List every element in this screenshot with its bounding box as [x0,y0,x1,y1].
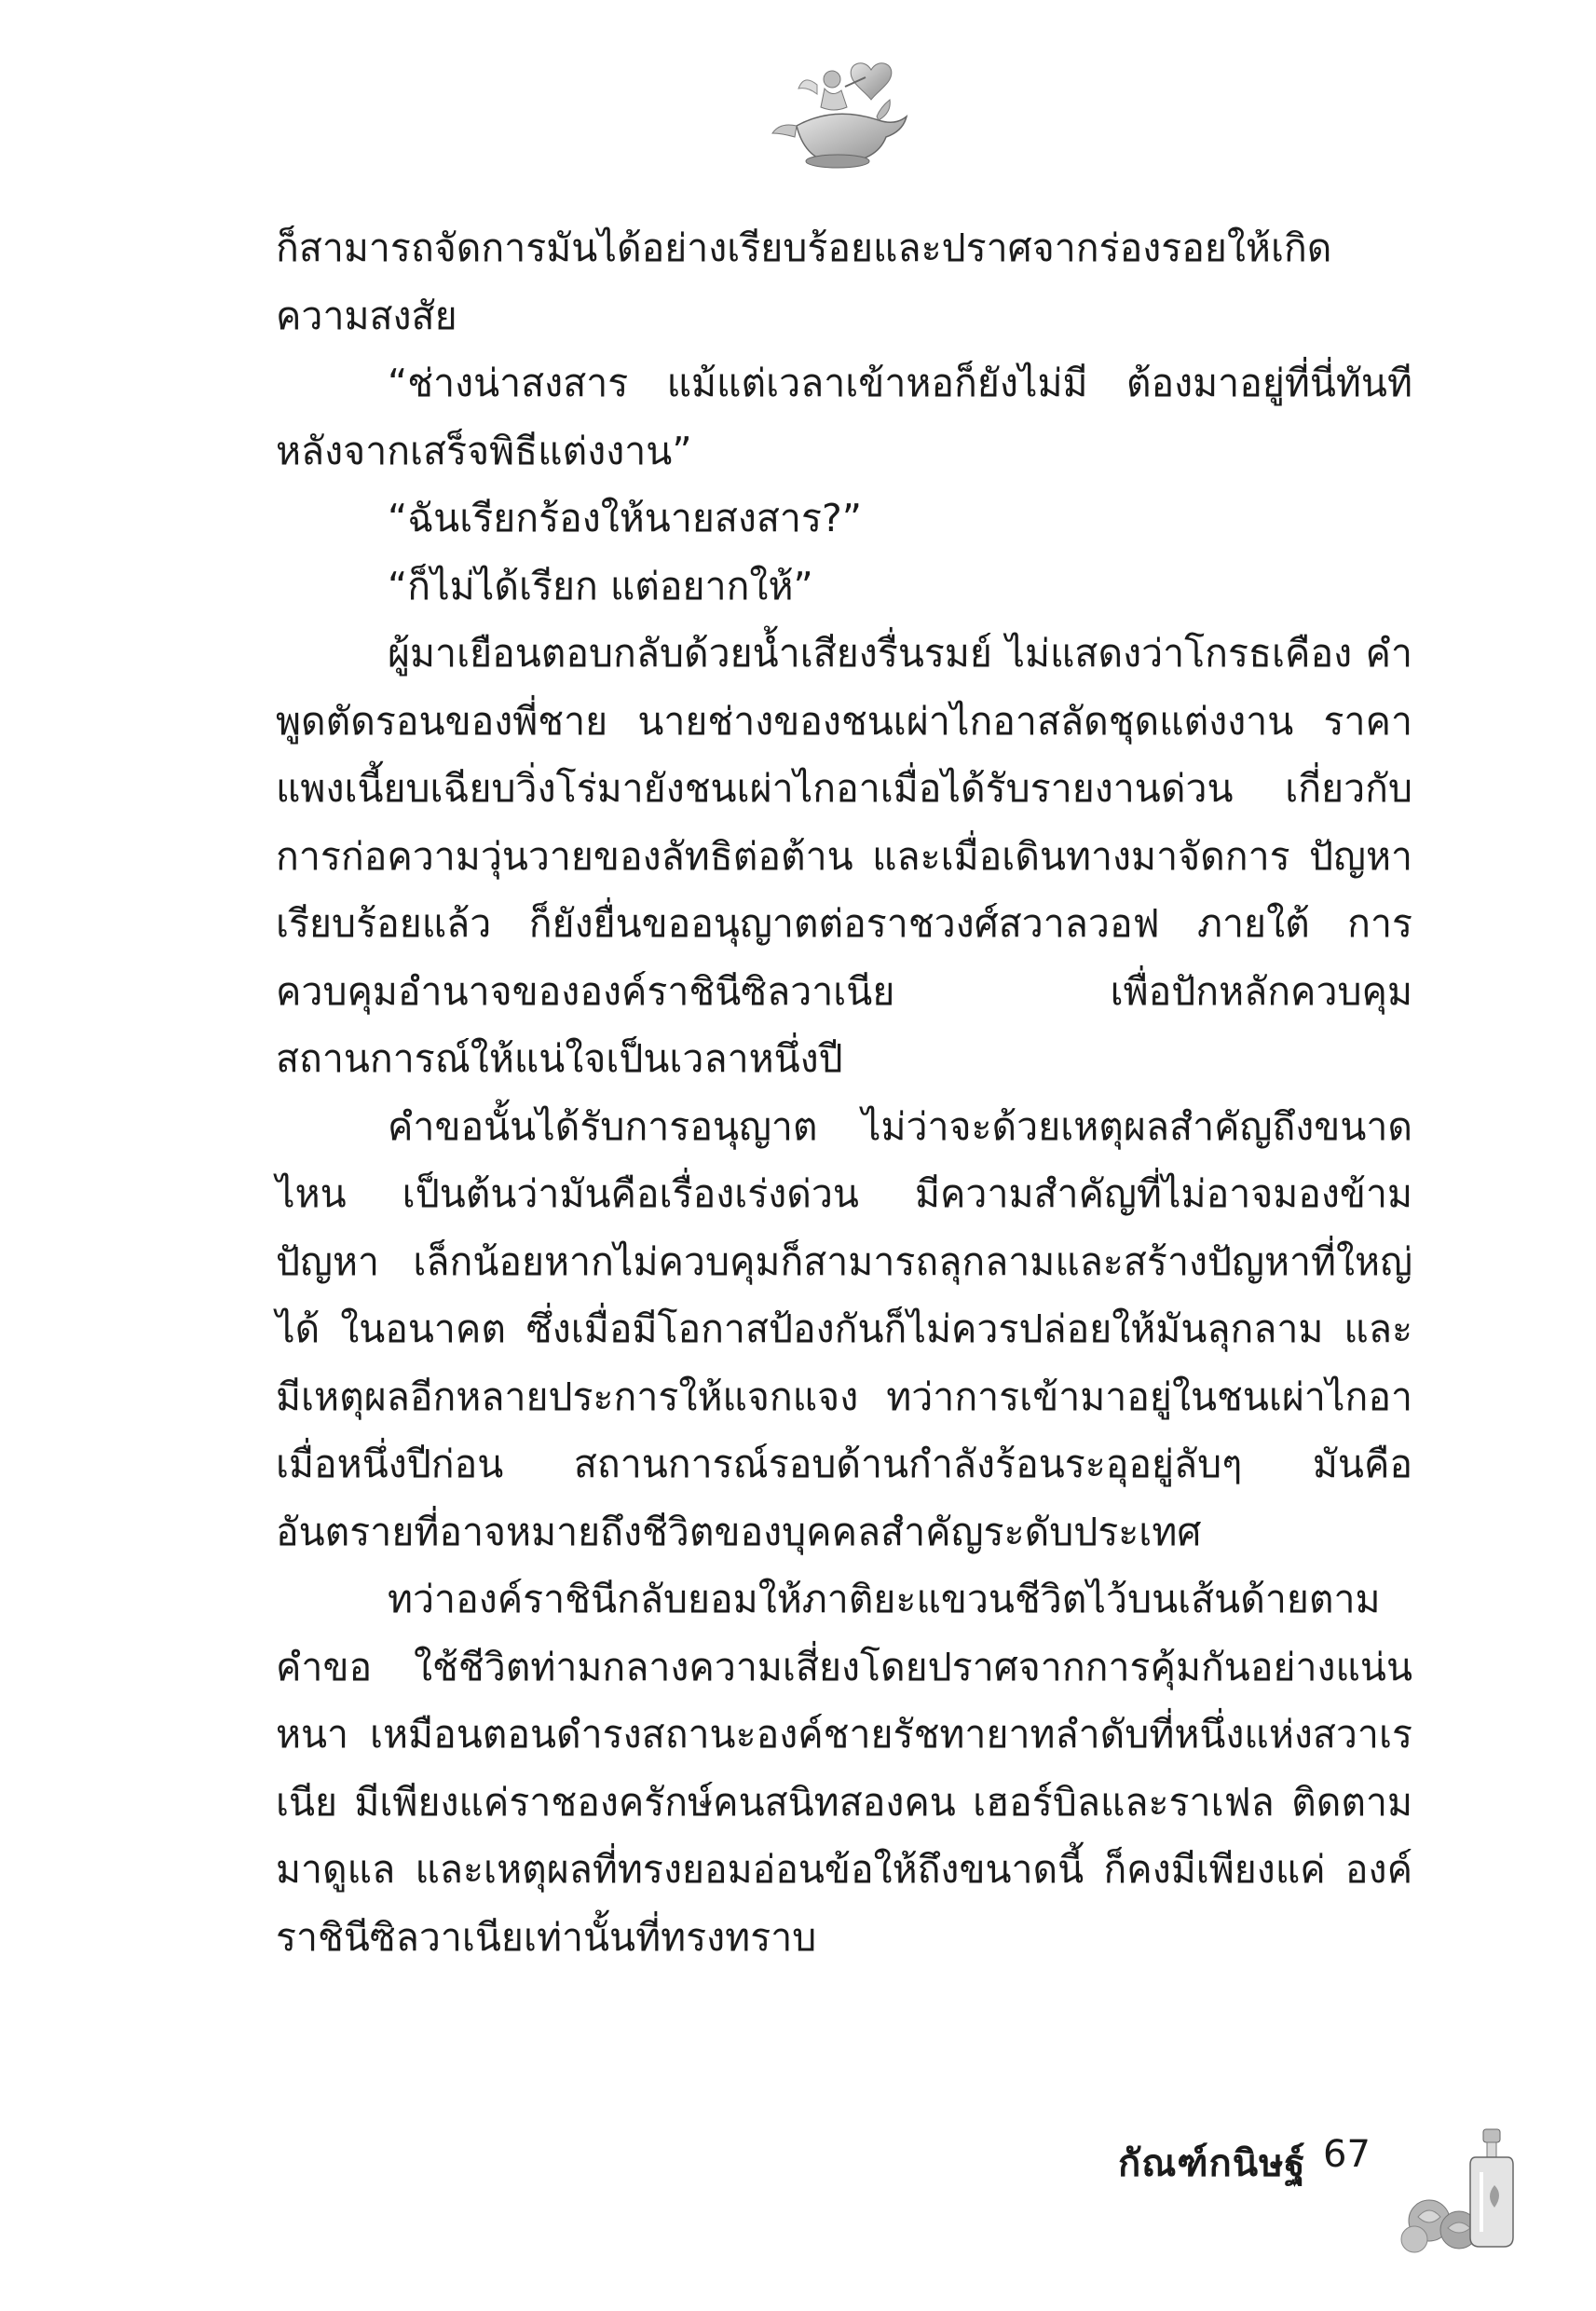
paragraph-5: ผู้มาเยือนตอบกลับด้วยน้ำเสียงรื่นรมย์ ไม่แสดงว่าโกรธเคือง คำพูดตัดรอนของพี่ชาย นายช่างของชนเผ่าไกอาสลัดชุดแต่งงาน ราคาแพงเนี้ยบเฉียบวิ่งโร่มายังชนเผ่าไกอาเมื่อได้รับรายงานด่วน เกี่ยวกับการก่อความวุ่นวายของลัทธิต่อต้าน และเมื่อเดินทางมาจัดการ ปัญหาเรียบร้อยแล้ว ก็ยังยื่นขออนุญาตต่อราชวงศ์สวาลวอฟ ภายใต้ การควบคุมอำนาจขององค์ราชินีซิลวาเนีย เพื่อปักหลักควบคุม สถานการณ์ให้แน่ใจเป็นเวลาหนึ่งปี [276,631,1412,1081]
paragraph-7: ทว่าองค์ราชินีกลับยอมให้ภาติยะแขวนชีวิตไว้บนเส้นด้ายตาม คำขอ ใช้ชีวิตท่ามกลางความเสี่ยงโดยปราศจากการคุ้มกันอย่างแน่นหนา เหมือนตอนดำรงสถานะองค์ชายรัชทายาทลำดับที่หนึ่งแห่งสวาเรเนีย มีเพียงแค่ราชองครักษ์คนสนิทสองคน เฮอร์บิลและราเฟล ติดตาม มาดูแล และเหตุผลที่ทรงยอมอ่อนข้อให้ถึงขนาดนี้ ก็คงมีเพียงแค่ องค์ราชินีซิลวาเนียเท่านั้นที่ทรงทราบ [276,1577,1412,1960]
paragraph-1: ก็สามารถจัดการมันได้อย่างเรียบร้อยและปราศจากร่องรอยให้เกิด ความสงสัย [276,226,1332,338]
paragraph-4: “ก็ไม่ได้เรียก แต่อยากให้” [388,563,813,609]
page-number: 67 [1323,2133,1371,2176]
paragraph-2: “ช่างน่าสงสาร แม้แต่เวลาเข้าหอก็ยังไม่มี ต้องมาอยู่ที่นี่ทันที หลังจากเสร็จพิธีแต่งงาน” [276,361,1412,473]
teapot-genie-ornament-icon [759,51,927,172]
page-footer [1062,2120,1547,2269]
paragraph-3: “ฉันเรียกร้องให้นายสงสาร?” [388,496,862,540]
perfume-bottle-roses-icon [1398,2120,1537,2260]
paragraph-6: คำขอนั้นได้รับการอนุญาต ไม่ว่าจะด้วยเหตุผลสำคัญถึงขนาดไหน เป็นต้นว่ามันคือเรื่องเร่งด่วน มีความสำคัญที่ไม่อาจมองข้าม ปัญหา เล็กน้อยหากไม่ควบคุมก็สามารถลุกลามและสร้างปัญหาที่ใหญ่ได้ ในอนาคต ซึ่งเมื่อมีโอกาสป้องกันก็ไม่ควรปล่อยให้มันลุกลาม และ มีเหตุผลอีกหลายประการให้แจกแจง ทว่าการเข้ามาอยู่ในชนเผ่าไกอา เมื่อหนึ่งปีก่อน สถานการณ์รอบด้านกำลังร้อนระอุอยู่ลับๆ มันคือ อันตรายที่อาจหมายถึงชีวิตของบุคคลสำคัญระดับประเทศ [276,1103,1412,1554]
body-text [276,214,1412,1971]
book-title: กัณฑ์กนิษฐ์ [1118,2142,1306,2185]
